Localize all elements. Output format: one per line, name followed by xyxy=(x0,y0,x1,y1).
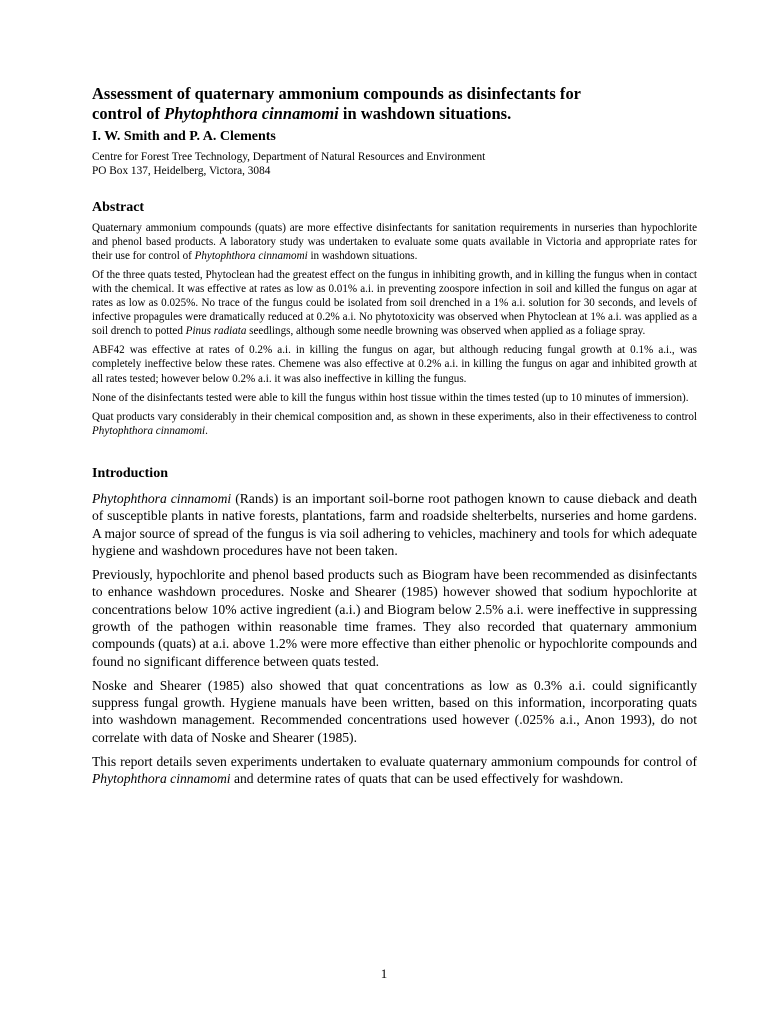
abstract-p5-tail: . xyxy=(205,424,208,437)
intro-p4-tail: and determine rates of quats that can be used effectively for washdown. xyxy=(230,771,624,787)
affiliation-line-2: PO Box 137, Heidelberg, Victora, 3084 xyxy=(92,165,271,178)
intro-paragraph-1 xyxy=(92,490,697,559)
intro-p4-text: This report details seven experiments undertaken to evaluate quaternary ammonium compounds for control of xyxy=(92,754,697,770)
abstract-p2-tail: seedlings, although some needle browning was observed when applied as a foliage spray. xyxy=(246,325,646,338)
abstract-paragraph-4: None of the disinfectants tested were able to kill the fungus within host tissue within the times tested (up to 10 minutes of immersion). xyxy=(92,391,689,404)
intro-p1-species: Phytophthora cinnamomi xyxy=(92,490,232,506)
affiliation-line-1: Centre for Forest Tree Technology, Department of Natural Resources and Environment xyxy=(92,151,486,163)
title-species: Phytophthora cinnamomi xyxy=(164,104,339,123)
intro-p4-species: Phytophthora cinnamomi xyxy=(92,771,231,787)
introduction-section xyxy=(92,490,697,788)
authors: I. W. Smith and P. A. Clements xyxy=(92,129,276,144)
intro-p1-text: (Rands) is an important soil-borne root pathogen known to cause dieback and death of susceptible plants in native forests, plantations, farm and roadside shelterbelts, nurseries and home gardens. A major source of spread of the fungus is via soil adhering to vehicles, machinery and tools for which adequate hygiene and washdown procedures have not been taken. xyxy=(92,490,697,558)
affiliation xyxy=(92,150,697,179)
page-number: 1 xyxy=(380,966,388,981)
paper-title xyxy=(92,84,697,124)
intro-paragraph-3: Noske and Shearer (1985) also showed that quat concentrations as low as 0.3% a.i. could significantly suppress fungal growth. Hygiene manuals have been written, based on this information, incorporating quats into washdown management. Recommended concentrations used however (.025% a.i., Anon 1993), do not correlate with data of Noske and Shearer (1985). xyxy=(92,677,697,745)
abstract-p5-text: Quat products vary considerably in their chemical composition and, as shown in these experiments, also in their effectiveness to control xyxy=(92,410,697,423)
abstract-paragraph-1 xyxy=(92,221,697,263)
introduction-heading: Introduction xyxy=(92,465,168,481)
abstract-heading: Abstract xyxy=(92,199,145,215)
abstract-p2-text: Of the three quats tested, Phytoclean had the greatest effect on the fungus in inhibiting growth, and in killing the fungus when in contact with the chemical. It was effective at rates as low as 0.01% a.i. in preventing zoospore infection in soil and killed the fungus on agar at rates as low as 0.025%. No trace of the fungus could be isolated from soil drenched in a 1% a.i. solution for 30 seconds, and levels of infective propagules were dramatically reduced at 0.2% a.i. No phytotoxicity was observed when Phytoclean at 1% a.i. was applied as a soil drench to potted xyxy=(92,268,697,338)
intro-paragraph-2: Previously, hypochlorite and phenol based products such as Biogram have been recommended as disinfectants to enhance washdown procedures. Noske and Shearer (1985) however showed that sodium hypochlorite at concentrations below 10% active ingredient (a.i.) and Biogram below 2.5% a.i. were ineffective in suppressing growth of the pathogen within reasonable time frames. They also recorded that quaternary ammonium compounds (quats) at a.i. above 1.2% were more effective than either phenolic or hypochlorite compounds and found no significant difference between quats tested. xyxy=(92,567,697,669)
abstract-paragraph-5 xyxy=(92,410,697,438)
abstract-paragraph-2 xyxy=(92,268,697,338)
abstract-p1-species: Phytophthora cinnamomi xyxy=(194,249,308,262)
title-line-1: Assessment of quaternary ammonium compounds as disinfectants for xyxy=(92,84,582,103)
abstract-p5-species: Phytophthora cinnamomi xyxy=(92,424,206,437)
abstract-section xyxy=(92,221,697,438)
abstract-p1-tail: in washdown situations. xyxy=(307,249,418,262)
title-line-2-pre: control of xyxy=(92,104,165,123)
title-line-2-post: in washdown situations. xyxy=(338,104,512,123)
intro-paragraph-4 xyxy=(92,753,697,788)
abstract-paragraph-3: ABF42 was effective at rates of 0.2% a.i. in killing the fungus on agar, but although reducing fungal growth at 0.1% a.i., was completely ineffective below these rates. Chemene was also effective at 0.2% a.i. in killing the fungus on agar and inhibited growth at all rates tested; however below 0.2% a.i. it was also ineffective in killing the fungus. xyxy=(92,344,697,385)
abstract-p2-species: Pinus radiata xyxy=(185,325,247,338)
abstract-p1-text: Quaternary ammonium compounds (quats) are more effective disinfectants for sanitation requirements in nurseries than hypochlorite and phenol based products. A laboratory study was undertaken to evaluate some quats available in Victoria and appropriate rates for their use for control of xyxy=(92,221,697,262)
paper-page xyxy=(92,84,697,788)
